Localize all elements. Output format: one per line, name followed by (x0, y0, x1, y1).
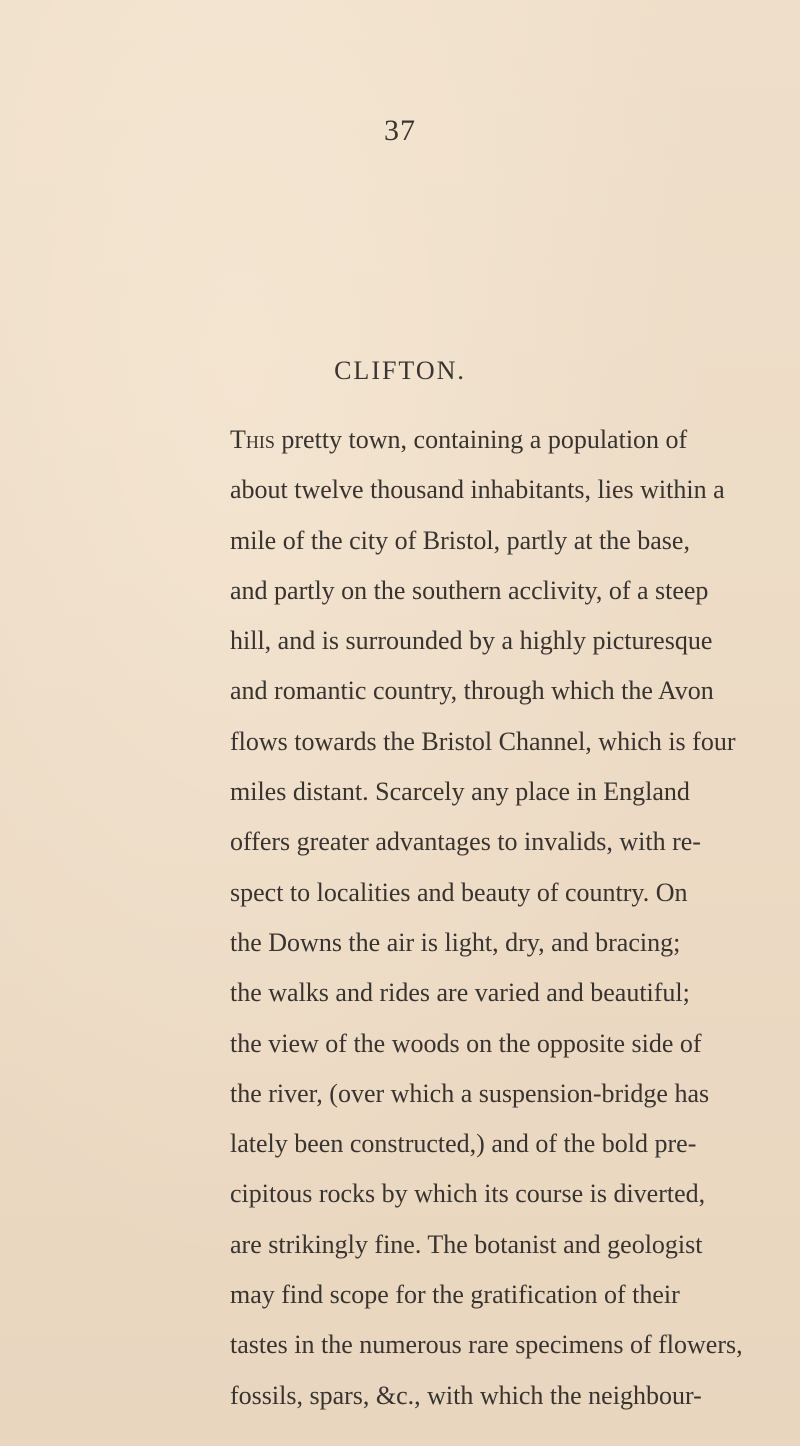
text-line: and romantic country, through which the Avon (230, 676, 714, 706)
text-line: mile of the city of Bristol, partly at the base, (230, 525, 690, 555)
text-line: are strikingly fine. The botanist and geologist (230, 1229, 703, 1259)
page-number: 37 (384, 114, 416, 147)
body-paragraph (230, 415, 743, 1421)
text-line: offers greater advantages to invalids, with re- (230, 827, 701, 857)
text-line: the walks and rides are varied and beautiful; (230, 978, 690, 1008)
text-line: This pretty town, containing a population of (230, 425, 688, 454)
text-line: cipitous rocks by which its course is diverted, (230, 1179, 706, 1209)
text-line: miles distant. Scarcely any place in England (230, 777, 690, 807)
text-line: tastes in the numerous rare specimens of flowers, (230, 1330, 743, 1360)
text-line: and partly on the southern acclivity, of a steep (230, 575, 709, 605)
text-line: flows towards the Bristol Channel, which is four (230, 726, 736, 756)
drop-word: This (230, 425, 275, 454)
text-line: about twelve thousand inhabitants, lies within a (230, 475, 725, 505)
text-line: hill, and is surrounded by a highly picturesque (230, 626, 713, 656)
text-line: may find scope for the gratification of their (230, 1280, 680, 1310)
text-line: the Downs the air is light, dry, and bracing; (230, 927, 681, 957)
chapter-title: CLIFTON. (334, 356, 466, 385)
text-line: the view of the woods on the opposite side of (230, 1028, 702, 1058)
text-line: fossils, spars, &c., with which the neighbour- (230, 1380, 702, 1410)
text-line: spect to localities and beauty of country. On (230, 877, 688, 907)
text-line: lately been constructed,) and of the bold pre- (230, 1129, 697, 1159)
text-line: the river, (over which a suspension-bridge has (230, 1078, 710, 1108)
